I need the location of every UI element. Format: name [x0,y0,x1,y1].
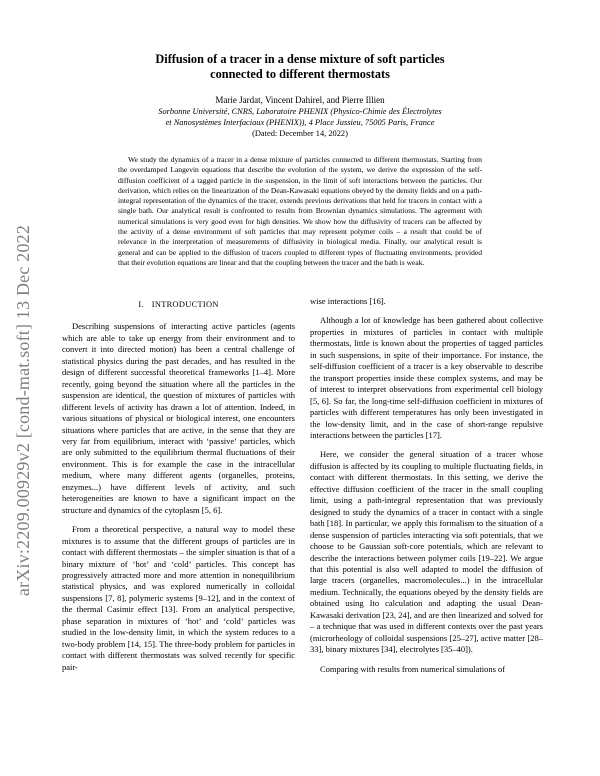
intro-paragraph-1: Describing suspensions of interacting active particles (agents which are able to take up energy from their environment and to convert it into directed motion) has been a central challenge of statistical physics during the past decades, and has resulted in the design of different successful theoretical frameworks [1–4]. More recently, going beyond the situation where all the particles in the suspension are identical, the question of mixtures of particles with different levels of activity has drawn a lot of attention. Indeed, in various situations of physical or biological interest, one encounters situations where particles that are active, in the sense that they are very far from equilibrium, interact with ‘passive’ particles, which are only submitted to the equilibrium thermal fluctuations of their environment. This is for example the case in the intracellular medium, where many different agents (organelles, proteins, enzymes...) have different levels of activity, and such heterogeneities are known to have a significant impact on the structure and dynamics of the cytoplasm [5, 6]. [62,321,295,515]
section-number: I. [138,300,144,309]
affiliation-line-1: Sorbonne Université, CNRS, Laboratoire PHENIX (Physico-Chimie des Électrolytes [158,107,442,116]
arxiv-identifier-stamp [4,150,44,670]
title-line-1: Diffusion of a tracer in a dense mixture of soft particles [155,52,445,66]
intro-paragraph-continued: wise interactions [16]. [310,296,386,306]
intro-paragraph-4: Here, we consider the general situation of a tracer whose diffusion is affected by its coupling to multiple fluctuating fields, in contact with different thermostats. In this setting, we derive the effective diffusion coefficient of the tracer in the small coupling limit, using a path-integral representation that was previously designed to study the dynamics of a tracer in contact with a single bath [18]. In particular, we apply this formalism to the situation of a dense suspension of particles interacting via soft potentials, that we choose to be Gaussian soft-core potentials, which are relevant to describe the interactions between polymer coils [19–22]. We argue that this potential is also well adapted to model the diffusion of large tracers (organelles, macromolecules...) in the intracellular medium. Technically, the equations obeyed by the density fields are obtained using Ito calculation and adapting the usual Dean-Kawasaki derivation [23, 24], and are then linearized and solved for – a technique that was used in different contexts over the past years (microrheology of colloidal suspensions [25–27], active matter [28–33], binary mixtures [34], electrolytes [35–40]). [310,449,543,655]
right-column [310,296,543,683]
intro-paragraph-3: Although a lot of knowledge has been gathered about collective properties in mixtures of particles in contact with multiple thermostats, little is known about the properties of tagged particles in such suspensions, in spite of their importance. For instance, the self-diffusion coefficient of a tracer is a key observable to describe the transport properties inside these complex systems, and may be of interest to interpret observations from experimental cell biology [5, 6]. So far, the long-time self-diffusion coefficient in mixtures of particles with different temperatures has only been investigated in the low-density limit, and in the case of short-range repulsive interactions between the particles [17]. [310,315,543,440]
section-title: INTRODUCTION [151,300,219,309]
intro-paragraph-5: Comparing with results from numerical simulations of [320,663,506,674]
arxiv-identifier: arXiv:2209.00929v2 [cond-mat.soft] 13 Dec 2022 [13,224,34,596]
affiliation [100,106,500,128]
date-line: (Dated: December 14, 2022) [252,129,348,138]
left-column [62,297,295,681]
intro-paragraph-2: From a theoretical perspective, a natural way to model these mixtures is to assume that the different groups of particles are in contact with different thermostats – the simpler situation is that of a binary mixture of ‘hot’ and ‘cold’ particles. This concept has progressively attracted more and more attention in nonequilibrium statistical physics, and was explored numerically in colloidal suspensions [7, 8], polymeric systems [9–12], and in the context of the thermal Casimir effect [13]. From an analytical perspective, phase separation in mixtures of ‘hot’ and ‘cold’ particles was studied in the low-density limit, in which the system reduces to a two-body problem [14, 15]. The three-body problem for particles in contact with different thermostats was solved recently for specific pair- [62,524,295,672]
paper-title [120,52,480,82]
abstract: We study the dynamics of a tracer in a dense mixture of particles connected to different thermostats. Starting from the overdamped Langevin equations that describe the evolution of the system, we derive the expression of the self-diffusion coefficient of a tagged particle in the suspension, in the limit of soft interactions between the particles. Our derivation, which relies on the linearization of the Dean-Kawasaki equations obeyed by the density fields and on a path-integral representation of the dynamics of the tracer, extends previous derivations that held for tracers in contact with a single bath. Our analytical result is confronted to results from Brownian dynamics simulations. The agreement with numerical simulations is very good even for high densities. We show how the diffusivity of tracers can be affected by the activity of a dense environment of soft particles that may represent polymer coils – a result that could be of relevance in the interpretation of measurements of diffusivity in biological media. Finally, our analytical result is general and can be applied to the diffusion of tracers coupled to different types of fluctuating environments, provided that their evolution equations are linear and that the coupling between the tracer and the bath is weak. [118,155,482,267]
title-line-2: connected to different thermostats [210,67,390,81]
author-list: Marie Jardat, Vincent Dahirel, and Pierre Illien [215,95,385,105]
affiliation-line-2: et Nanosystèmes Interfaciaux (PHENIX)), 4 Place Jussieu, 75005 Paris, France [165,118,435,127]
section-heading [62,297,295,310]
